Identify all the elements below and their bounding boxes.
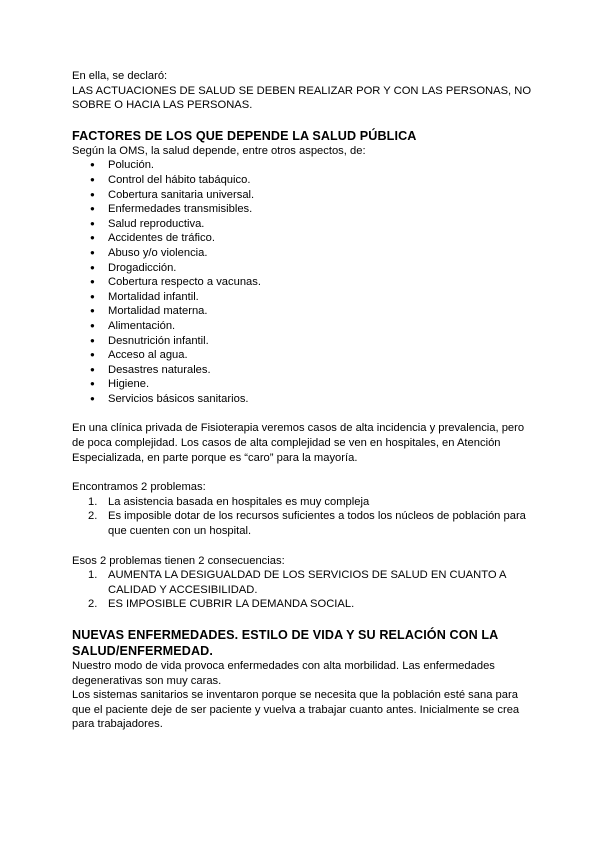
- consecuencias-lead: Esos 2 problemas tienen 2 consecuencias:: [72, 554, 285, 567]
- nuevas-paragraph-1: Nuestro modo de vida provoca enfermedades con alta morbilidad. Las enfermedades degenerativas son muy caras.: [72, 660, 495, 687]
- list-item: ● Abuso y/o violencia.: [72, 246, 532, 261]
- section-heading-nuevas: NUEVAS ENFERMEDADES. ESTILO DE VIDA Y SU RELACIÓN CON LA SALUD/ENFERMEDAD.: [72, 628, 498, 658]
- list-item: [72, 509, 532, 538]
- list-item: ● Cobertura sanitaria universal.: [72, 188, 532, 203]
- list-item: [72, 495, 532, 510]
- list-item: ● Desnutrición infantil.: [72, 334, 532, 349]
- list-item: ● Servicios básicos sanitarios.: [72, 392, 532, 407]
- list-number: 2.: [88, 510, 98, 523]
- list-item: ● Salud reproductiva.: [72, 217, 532, 232]
- list-number: 2.: [88, 598, 98, 611]
- list-item: ● Acceso al agua.: [72, 348, 532, 363]
- factores-list: [72, 158, 532, 406]
- declaration-text: LAS ACTUACIONES DE SALUD SE DEBEN REALIZAR POR Y CON LAS PERSONAS, NO SOBRE O HACIA LAS PERSONAS.: [72, 84, 532, 112]
- list-item: ● Mortalidad materna.: [72, 304, 532, 319]
- list-item: ● Enfermedades transmisibles.: [72, 202, 532, 217]
- list-item: ● Cobertura respecto a vacunas.: [72, 275, 532, 290]
- consecuencias-list: [72, 568, 532, 612]
- clinica-paragraph: En una clínica privada de Fisioterapia veremos casos de alta incidencia y prevalencia, pero de poca complejidad. Los casos de alta complejidad se ven en hospitales, en Atención Especializada, en parte porque es “caro” para la mayoría.: [72, 422, 525, 464]
- list-number: 1.: [88, 495, 98, 508]
- list-item: ● Alimentación.: [72, 319, 532, 334]
- list-number: 1.: [88, 569, 98, 582]
- list-item: ● Higiene.: [72, 377, 532, 392]
- nuevas-paragraph-2: Los sistemas sanitarios se inventaron porque se necesita que la población esté sana para que el paciente deje de ser paciente y vuelva a trabajar cuanto antes. Inicialmente se crea para trabajadores.: [72, 689, 520, 731]
- list-item: ● Accidentes de tráfico.: [72, 231, 532, 246]
- problemas-list: [72, 495, 532, 539]
- list-text: AUMENTA LA DESIGUALDAD DE LOS SERVICIOS DE SALUD EN CUANTO A CALIDAD Y ACCESIBILIDAD.: [108, 569, 506, 596]
- list-item: ● Control del hábito tabáquico.: [72, 173, 532, 188]
- list-item: [72, 597, 532, 612]
- section-heading-factores: FACTORES DE LOS QUE DEPENDE LA SALUD PÚBLICA: [72, 128, 417, 143]
- list-text: ES IMPOSIBLE CUBRIR LA DEMANDA SOCIAL.: [108, 598, 355, 611]
- list-text: Es imposible dotar de los recursos suficientes a todos los núcleos de población para que cuenten con un hospital.: [108, 510, 526, 538]
- list-item: ● Mortalidad infantil.: [72, 290, 532, 305]
- document-page: [72, 69, 532, 732]
- intro-line: En ella, se declaró:: [72, 70, 168, 82]
- list-item: ● Desastres naturales.: [72, 363, 532, 378]
- list-item: ● Polución.: [72, 158, 532, 173]
- list-text: La asistencia basada en hospitales es muy compleja: [108, 495, 370, 508]
- list-item: ● Drogadicción.: [72, 261, 532, 276]
- problemas-lead: Encontramos 2 problemas:: [72, 481, 206, 494]
- factores-lead: Según la OMS, la salud depende, entre otros aspectos, de:: [72, 144, 366, 157]
- list-item: [72, 568, 532, 597]
